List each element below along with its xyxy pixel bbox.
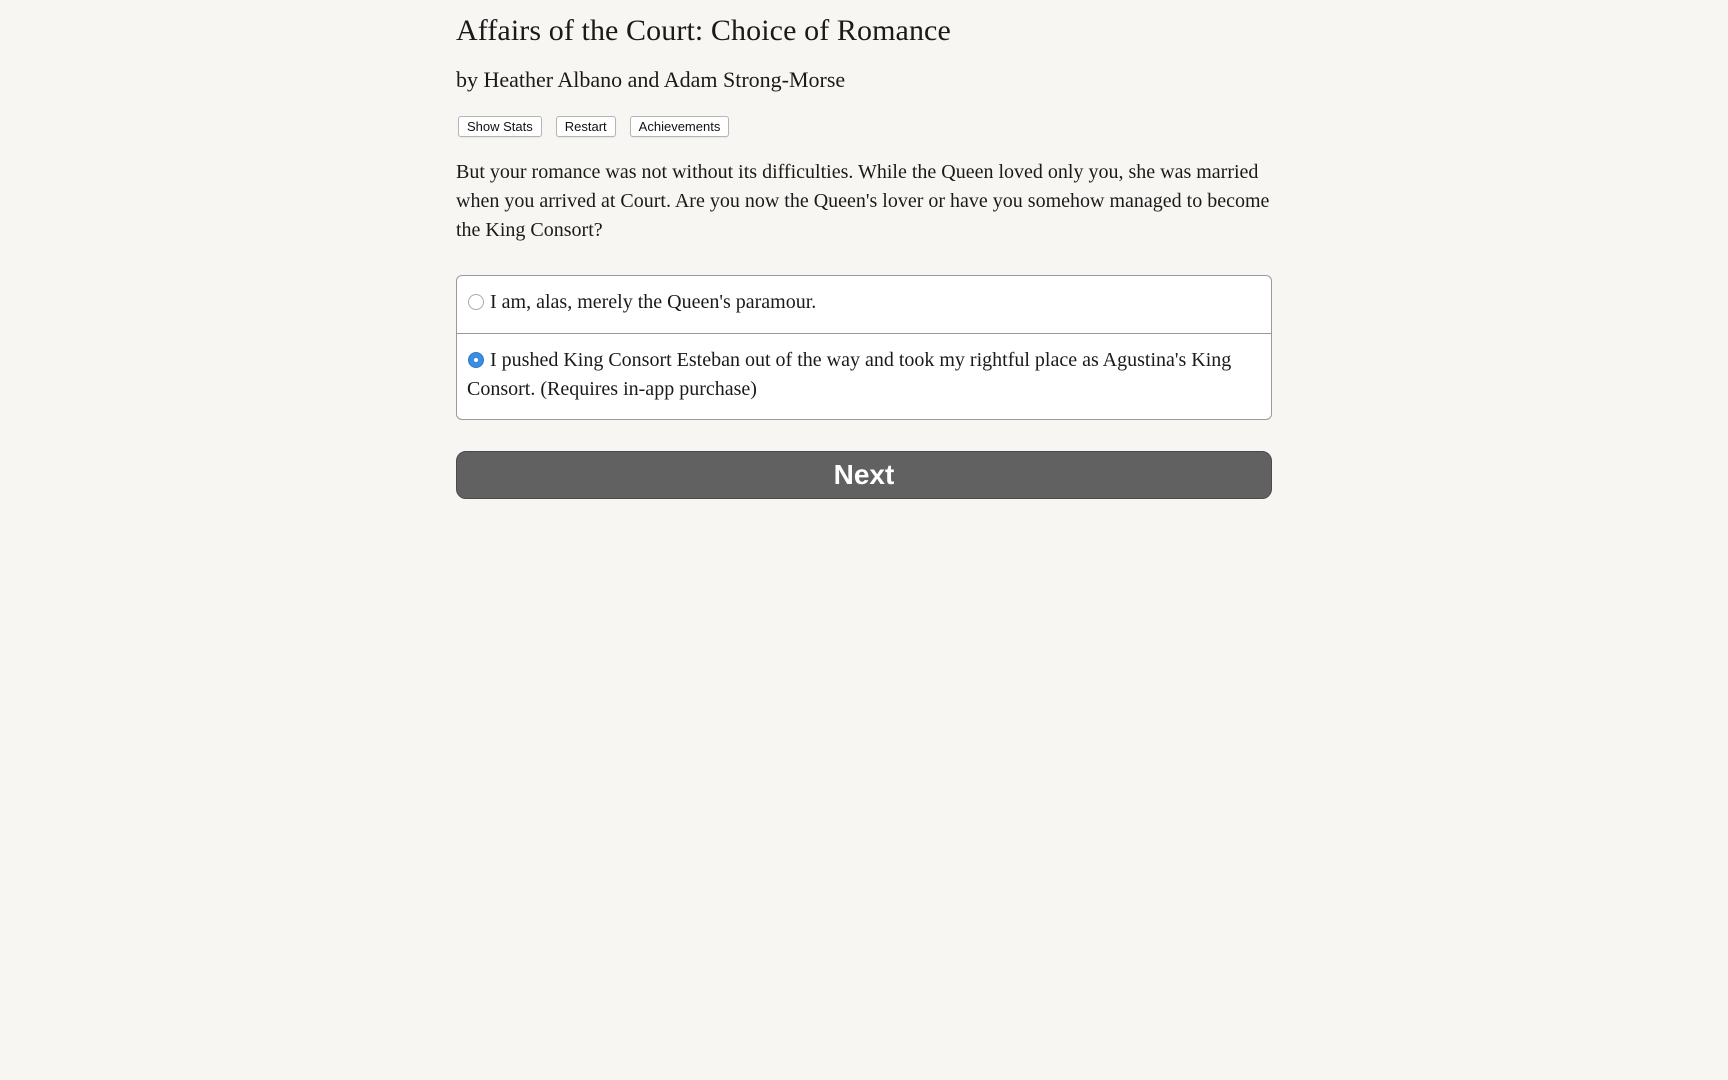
- radio-unchecked-icon[interactable]: [468, 294, 484, 310]
- next-button[interactable]: Next: [456, 451, 1272, 499]
- toolbar: [458, 116, 729, 137]
- show-stats-button[interactable]: Show Stats: [458, 116, 542, 137]
- game-title: Affairs of the Court: Choice of Romance: [456, 14, 951, 47]
- radio-checked-icon[interactable]: [468, 352, 484, 368]
- choice-option-paramour[interactable]: [457, 276, 1271, 333]
- game-author: by Heather Albano and Adam Strong-Morse: [456, 67, 846, 92]
- restart-button[interactable]: Restart: [556, 116, 616, 137]
- choice-list: [456, 275, 1272, 420]
- story-text: But your romance was not without its difficulties. While the Queen loved only you, she was married when you arrived at Court. Are you now the Queen's lover or have you somehow managed to become the King Consort?: [456, 161, 1270, 241]
- choice-label: I am, alas, merely the Queen's paramour.: [490, 291, 817, 313]
- choice-option-king-consort[interactable]: [457, 333, 1271, 419]
- choice-label: I pushed King Consort Esteban out of the way and took my rightful place as Agustina's King Consort. (Requires in-app purchase): [467, 349, 1232, 400]
- achievements-button[interactable]: Achievements: [630, 116, 730, 137]
